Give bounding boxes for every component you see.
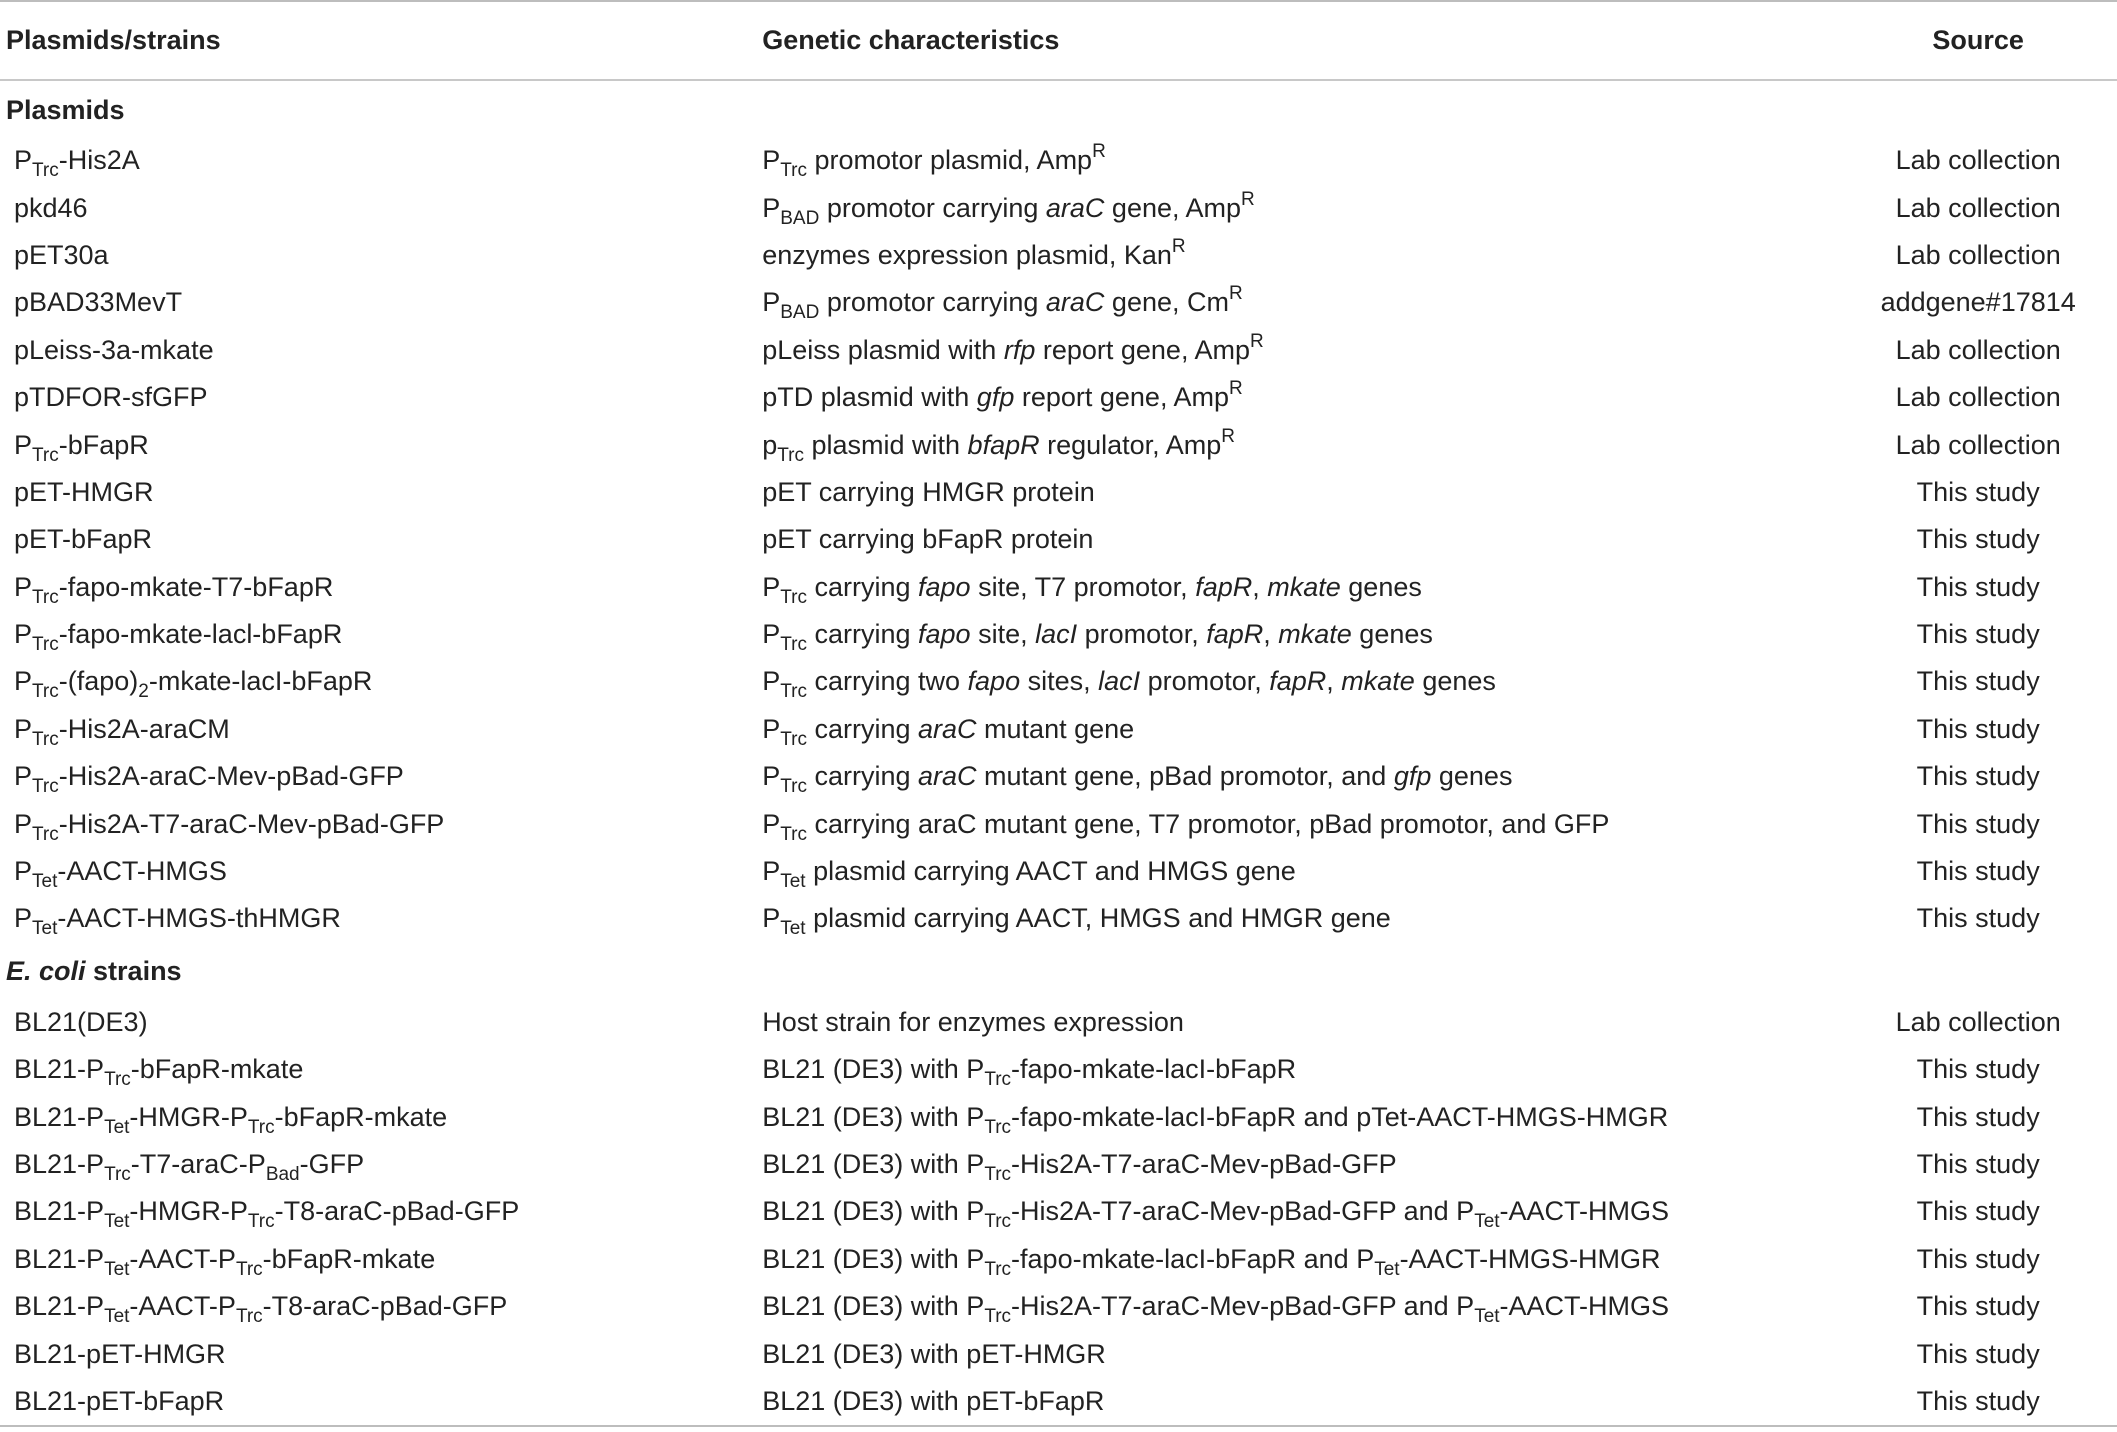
cell-source: Lab collection (1895, 192, 2061, 223)
section-title-ecoli-italic: E. coli (6, 956, 86, 987)
table-row (0, 895, 2117, 942)
cell-source: Lab collection (1895, 239, 2061, 270)
cell-source: This study (1916, 571, 2040, 602)
cell-genetic-characteristics: $p_{Trc}$ plasmid with bfapR regulator, Amp$^R$ (762, 425, 1235, 466)
table-row (0, 421, 2117, 468)
cell-genetic-characteristics: BL21 (DE3) with $P_{Trc}-fapo-mkate-lacI$-bFapR and pTet-AACT-HMGS-HMGR (762, 1101, 1669, 1138)
cell-plasmid-strain: $P_{Trc}-fapo-mkate-lacl$-bFapR (14, 619, 343, 656)
table-row (0, 1236, 2117, 1283)
cell-plasmid-strain: pET-bFapR (14, 524, 153, 555)
cell-source: This study (1916, 666, 2040, 697)
cell-genetic-characteristics: pLeiss plasmid with rfp report gene, Amp$^R$ (762, 330, 1264, 365)
cell-genetic-characteristics: $P_{Trc}$ carrying araC mutant gene, pBad promotor, and gfp genes (762, 761, 1513, 798)
header-row (0, 1, 2117, 80)
cell-genetic-characteristics: BL21 (DE3) with $P_{Trc}-His2A-T7-araC-Mev-pBad$-GFP (762, 1149, 1397, 1185)
cell-genetic-characteristics: BL21 (DE3) with pET-bFapR (745, 1378, 1839, 1426)
cell-genetic-characteristics: $P_{Trc}$ carrying fapo site, T7 promotor, fapR, mkate genes (762, 571, 1422, 608)
cell-plasmid-strain: pET-HMGR (14, 476, 154, 507)
table-row (0, 800, 2117, 847)
cell-plasmid-strain: pBAD33MevT (14, 287, 183, 318)
cell-plasmid-strain: $BL21-P_{Tet}-HMGR-P_{Trc}-T8-araC-pBad$-GFP (14, 1196, 520, 1233)
cell-plasmid-strain: pLeiss-3a-mkate (14, 334, 214, 365)
cell-plasmid-strain: BL21-pET-bFapR (0, 1378, 745, 1426)
cell-source: This study (1916, 903, 2040, 934)
table-row (0, 1046, 2117, 1093)
header-source: Source (1839, 1, 2117, 80)
cell-source: This study (1916, 619, 2040, 650)
cell-genetic-characteristics: pET carrying bFapR protein (762, 524, 1094, 555)
cell-genetic-characteristics: $P_{Trc}$ carrying araC mutant gene, T7 promotor, pBad promotor, and GFP (762, 808, 1610, 845)
cell-genetic-characteristics: enzymes expression plasmid, Kan$^R$ (762, 235, 1186, 270)
cell-plasmid-strain: $P_{Trc}-His2A$ (14, 145, 140, 182)
cell-source: addgene#17814 (1880, 287, 2076, 318)
table-row (0, 184, 2117, 231)
table-row (0, 753, 2117, 800)
table-row (0, 1330, 2117, 1377)
table-row (0, 279, 2117, 326)
cell-source: This study (1916, 761, 2040, 792)
table-body (0, 80, 2117, 1426)
cell-source: This study (1916, 1101, 2040, 1132)
cell-plasmid-strain: $P_{Trc}-(fapo)_2-mkate-lacI$-bFapR (14, 666, 373, 703)
cell-plasmid-strain: $P_{Trc}-fapo-mkate-T7$-bFapR (14, 571, 334, 608)
table-row (0, 658, 2117, 705)
section-row-plasmids (0, 80, 2117, 137)
cell-source: This study (1839, 1378, 2117, 1426)
cell-genetic-characteristics: $P_{Trc}$ carrying fapo site, lacI promotor, fapR, mkate genes (762, 619, 1433, 656)
cell-genetic-characteristics: pTD plasmid with gfp report gene, Amp$^R$ (762, 378, 1243, 413)
table-row (0, 374, 2117, 421)
cell-genetic-characteristics: $P_{BAD}$ promotor carrying araC gene, Amp$^R$ (762, 188, 1255, 229)
table-row (0, 611, 2117, 658)
cell-genetic-characteristics: pET carrying HMGR protein (762, 476, 1095, 507)
cell-source: Lab collection (1895, 334, 2061, 365)
cell-plasmid-strain: $P_{Tet}-AACT-HMGS$-thHMGR (14, 903, 341, 940)
cell-plasmid-strain: pET30a (14, 239, 109, 270)
cell-source: This study (1916, 476, 2040, 507)
cell-genetic-characteristics: BL21 (DE3) with $P_{Trc}-fapo-mkate-lacI$-bFapR and $P_{Tet}-AACT-HMGS$-HMGR (762, 1243, 1661, 1280)
cell-genetic-characteristics: Host strain for enzymes expression (762, 1006, 1184, 1037)
table-row (0, 1093, 2117, 1140)
cell-plasmid-strain: $P_{Trc}-His2A-araC-Mev-pBad$-GFP (14, 761, 404, 798)
table-row (0, 1283, 2117, 1330)
cell-plasmid-strain: $P_{Tet}-AACT$-HMGS (14, 856, 227, 893)
cell-source: Lab collection (1895, 429, 2061, 460)
cell-source: This study (1916, 1291, 2040, 1322)
table-row (0, 516, 2117, 563)
cell-genetic-characteristics: $P_{Trc}$ carrying two fapo sites, lacI promotor, fapR, mkate genes (762, 666, 1496, 703)
cell-plasmid-strain: $P_{Trc}$-bFapR (14, 429, 149, 466)
cell-plasmid-strain: $BL21-P_{Tet}-AACT-P_{Trc}-T8-araC-pBad$-GFP (14, 1291, 508, 1328)
cell-plasmid-strain: BL21-pET-HMGR (14, 1338, 226, 1369)
cell-source: This study (1916, 524, 2040, 555)
cell-source: This study (1916, 1054, 2040, 1085)
table-row (0, 1141, 2117, 1188)
cell-genetic-characteristics: BL21 (DE3) with $P_{Trc}-fapo-mkate-lacI$-bFapR (762, 1054, 1297, 1091)
header-plasmids-strains: Plasmids/strains (0, 1, 745, 80)
table-row (0, 1188, 2117, 1235)
header-genetic-characteristics: Genetic characteristics (745, 1, 1839, 80)
cell-plasmid-strain: $BL21-P_{Trc}-T7-araC-P_{Bad}$-GFP (14, 1149, 365, 1185)
table-row (0, 327, 2117, 374)
cell-source: Lab collection (1895, 1006, 2061, 1037)
cell-genetic-characteristics: BL21 (DE3) with $P_{Trc}-His2A-T7-araC-Mev-pBad$-GFP and $P_{Tet}-AACT$-HMGS (762, 1291, 1670, 1328)
cell-genetic-characteristics: $P_{Trc}$ carrying araC mutant gene (762, 713, 1135, 750)
cell-source: This study (1916, 1149, 2040, 1179)
cell-plasmid-strain: $P_{Trc}-His2A-T7-araC-Mev-pBad$-GFP (14, 808, 445, 845)
cell-plasmid-strain: pTDFOR-sfGFP (14, 382, 208, 413)
cell-source: This study (1916, 1243, 2040, 1274)
table-row (0, 999, 2117, 1046)
section-title-ecoli-strains (0, 943, 2117, 999)
cell-plasmid-strain: $P_{Trc}-His2A$-araCM (14, 713, 230, 750)
table-row (0, 137, 2117, 184)
cell-source: This study (1916, 856, 2040, 887)
cell-plasmid-strain: $BL21-P_{Trc}-bFapR$-mkate (14, 1054, 304, 1091)
cell-source: This study (1916, 808, 2040, 839)
section-row-ecoli-strains (0, 943, 2117, 999)
section-title-plasmids: Plasmids (6, 94, 125, 125)
cell-genetic-characteristics: $P_{Tet}$ plasmid carrying AACT and HMGS gene (762, 856, 1296, 893)
cell-source: This study (1916, 1338, 2040, 1369)
table-row (0, 232, 2117, 279)
cell-genetic-characteristics: $P_{Trc}$ promotor plasmid, Amp$^R$ (762, 141, 1106, 182)
cell-genetic-characteristics: $P_{BAD}$ promotor carrying araC gene, $Cm^R$ (762, 283, 1243, 324)
cell-plasmid-strain: BL21(DE3) (14, 1006, 148, 1037)
table-row (0, 848, 2117, 895)
table-row (0, 469, 2117, 516)
table-row (0, 1378, 2117, 1426)
cell-plasmid-strain: $BL21-P_{Tet}-AACT-P_{Trc}-bFapR$-mkate (14, 1243, 436, 1280)
table-row (0, 706, 2117, 753)
cell-source: Lab collection (1895, 145, 2061, 176)
cell-source: This study (1916, 1196, 2040, 1227)
section-title-ecoli-rest: strains (85, 956, 182, 987)
cell-genetic-characteristics: BL21 (DE3) with pET-HMGR (762, 1338, 1106, 1369)
table-row (0, 564, 2117, 611)
cell-source: This study (1916, 713, 2040, 744)
cell-genetic-characteristics: BL21 (DE3) with $P_{Trc}-His2A-T7-araC-Mev-pBad$-GFP and $P_{Tet}-AACT$-HMGS (762, 1196, 1670, 1233)
cell-plasmid-strain: $BL21-P_{Tet}-HMGR-P_{Trc}-bFapR$-mkate (14, 1101, 448, 1138)
table-header (0, 1, 2117, 80)
cell-source: Lab collection (1895, 382, 2061, 413)
cell-plasmid-strain: pkd46 (14, 192, 88, 223)
cell-genetic-characteristics: $P_{Tet}$ plasmid carrying AACT, HMGS and HMGR gene (762, 903, 1391, 940)
